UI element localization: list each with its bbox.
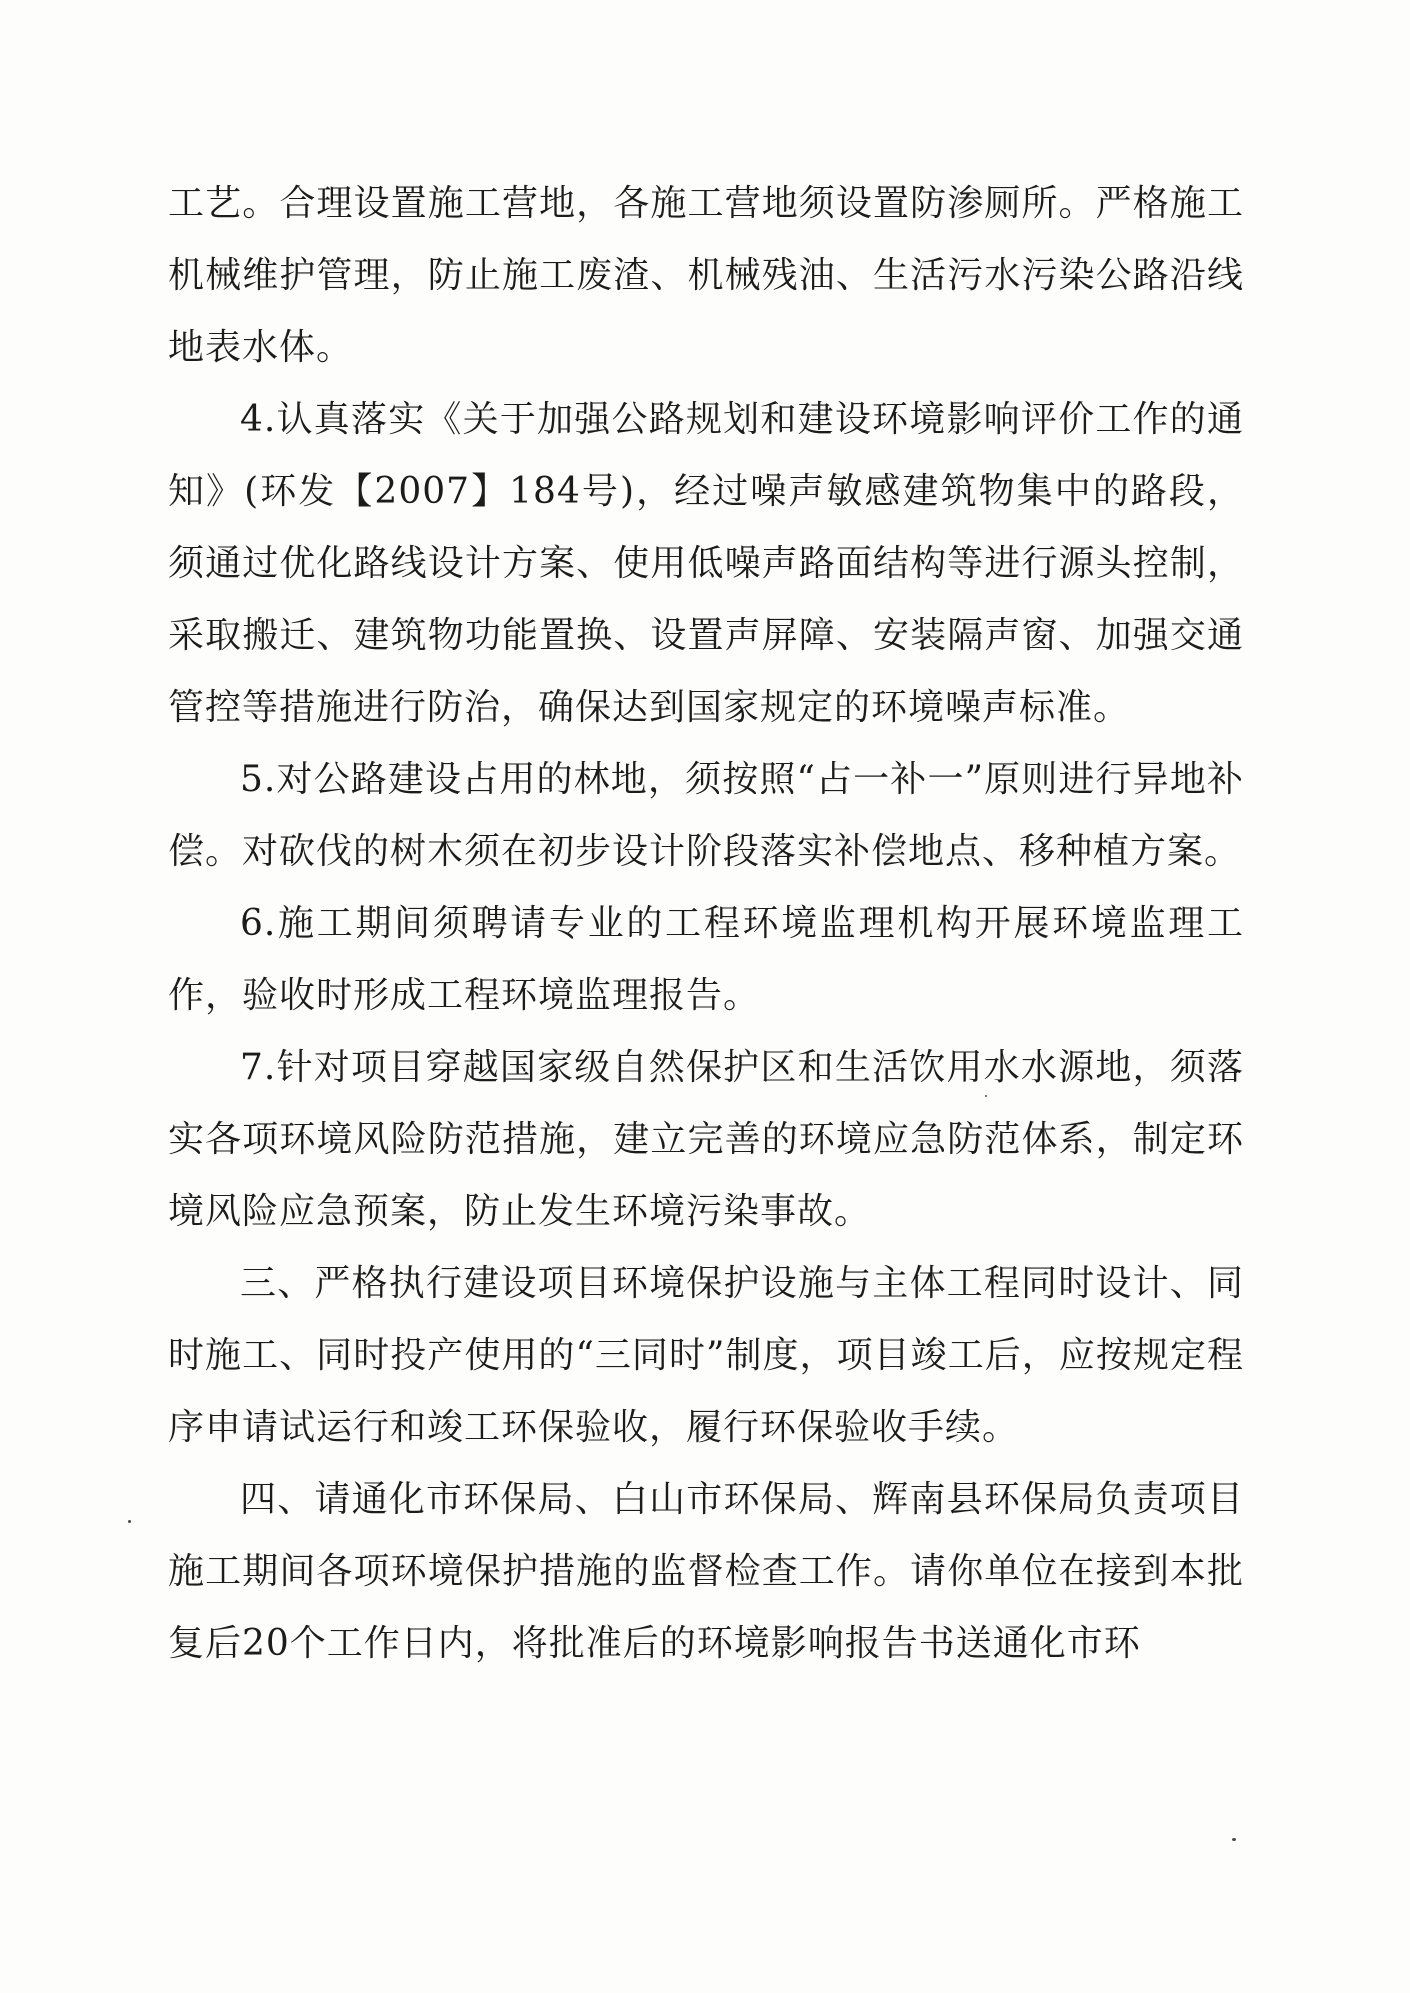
paragraph-section-4: 四、请通化市环保局、白山市环保局、辉南县环保局负责项目施工期间各项环境保护措施的监督检查工作。请你单位在接到本批复后20个工作日内，将批准后的环境影响报告书送通化市环 [168, 1479, 1244, 1664]
scan-speck [1232, 1838, 1236, 1841]
scan-speck [985, 1095, 987, 1097]
paragraph-item-7: 7.针对项目穿越国家级自然保护区和生活饮用水水源地，须落实各项环境风险防范措施，建立完善的环境应急防范体系，制定环境风险应急预案，防止发生环境污染事故。 [168, 1047, 1244, 1232]
paragraph-item-4: 4.认真落实《关于加强公路规划和建设环境影响评价工作的通知》(环发【2007】184号)，经过噪声敏感建筑物集中的路段，须通过优化路线设计方案、使用低噪声路面结构等进行源头控制，采取搬迁、建筑物功能置换、设置声屏障、安装隔声窗、加强交通管控等措施进行防治，确保达到国家规定的环境噪声标准。 [168, 399, 1244, 728]
paragraph-continuation: 工艺。合理设置施工营地，各施工营地须设置防渗厕所。严格施工机械维护管理，防止施工废渣、机械残油、生活污水污染公路沿线地表水体。 [168, 183, 1244, 368]
scan-speck [128, 1520, 131, 1523]
document-body [168, 168, 1244, 1680]
paragraph-section-3: 三、严格执行建设项目环境保护设施与主体工程同时设计、同时施工、同时投产使用的“三同时”制度，项目竣工后，应按规定程序申请试运行和竣工环保验收，履行环保验收手续。 [168, 1263, 1244, 1448]
paragraph-item-6: 6.施工期间须聘请专业的工程环境监理机构开展环境监理工作，验收时形成工程环境监理报告。 [168, 903, 1244, 1016]
paragraph-item-5: 5.对公路建设占用的林地，须按照“占一补一”原则进行异地补偿。对砍伐的树木须在初步设计阶段落实补偿地点、移种植方案。 [168, 759, 1244, 872]
